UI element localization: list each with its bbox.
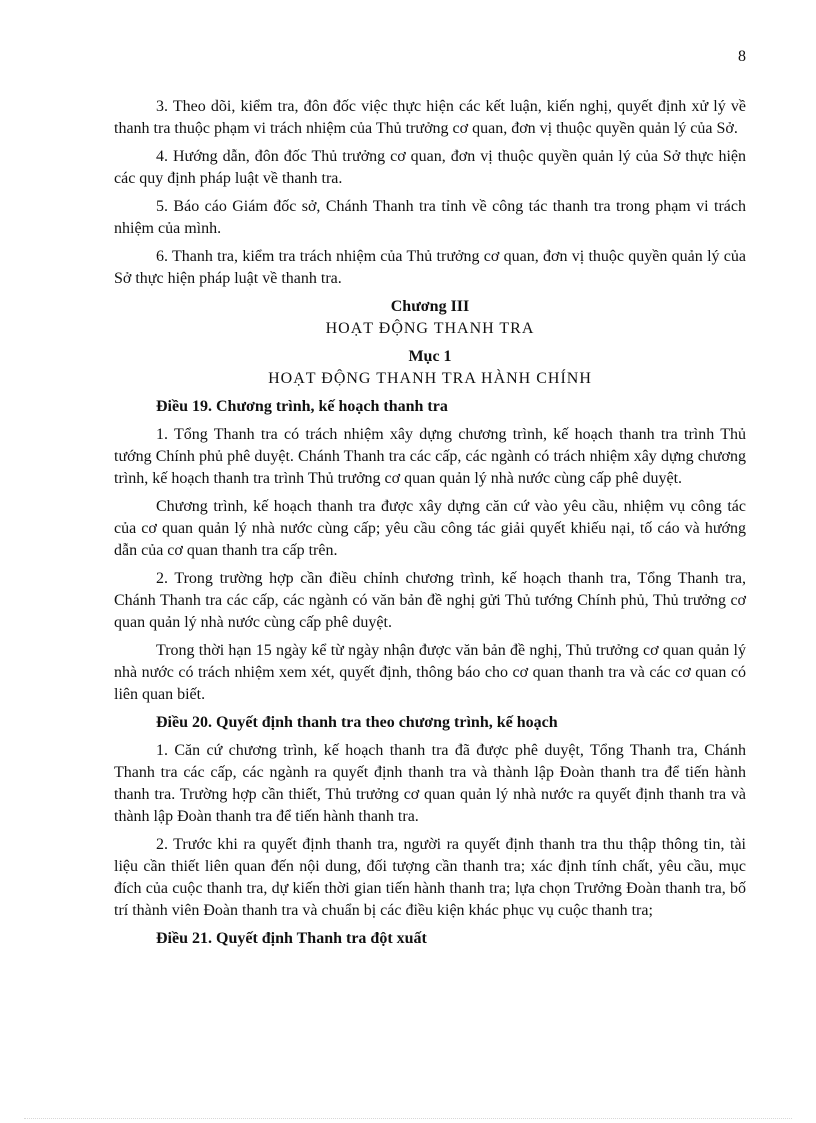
article-19-title: Điều 19. Chương trình, kế hoạch thanh tra: [156, 398, 448, 415]
chapter-label: Chương III: [390, 298, 470, 315]
article-20-paragraph: 1. Căn cứ chương trình, kế hoạch thanh tra đã được phê duyệt, Tổng Thanh tra, Chánh Thanh tra các cấp, các ngành ra quyết định thanh tra và thành lập Đoàn thanh tra để tiến hành thanh tra. Trường hợp cần thiết, Thủ trưởng cơ quan quản lý nhà nước ra quyết định thanh tra và thành lập Đoàn thanh tra để tiến hành thanh tra.: [114, 742, 746, 825]
chapter-title: HOẠT ĐỘNG THANH TRA: [325, 320, 535, 337]
page-number: 8: [738, 48, 746, 65]
article-20-paragraph: 2. Trước khi ra quyết định thanh tra, người ra quyết định thanh tra thu thập thông tin, tài liệu cần thiết liên quan đến nội dung, đối tượng cần thanh tra; xác định tính chất, yêu cầu, mục đích của cuộc thanh tra, dự kiến thời gian tiến hành thanh tra; lựa chọn Trưởng Đoàn thanh tra, bố trí thành viên Đoàn thanh tra và chuẩn bị các điều kiện khác phục vụ cuộc thanh tra;: [114, 836, 746, 919]
document-body: [114, 96, 746, 956]
chapter-heading: [114, 296, 746, 340]
intro-item-3: 3. Theo dõi, kiểm tra, đôn đốc việc thực hiện các kết luận, kiến nghị, quyết định xử lý về thanh tra thuộc phạm vi trách nhiệm của Thủ trưởng cơ quan, đơn vị thuộc quyền quản lý của Sở.: [114, 98, 746, 137]
article-19-paragraph: 2. Trong trường hợp cần điều chỉnh chương trình, kế hoạch thanh tra, Tổng Thanh tra, Chánh Thanh tra các cấp, các ngành có văn bản đề nghị gửi Thủ tướng Chính phủ, Thủ trưởng cơ quan quản lý nhà nước cùng cấp phê duyệt.: [114, 570, 746, 631]
article-19-paragraph: Chương trình, kế hoạch thanh tra được xây dựng căn cứ vào yêu cầu, nhiệm vụ công tác của cơ quan quản lý nhà nước cùng cấp; yêu cầu công tác giải quyết khiếu nại, tố cáo và hướng dẫn của cơ quan thanh tra cấp trên.: [114, 498, 746, 559]
intro-item-6: 6. Thanh tra, kiểm tra trách nhiệm của Thủ trưởng cơ quan, đơn vị thuộc quyền quản lý của Sở thực hiện pháp luật về thanh tra.: [114, 248, 746, 287]
article-19-paragraph: Trong thời hạn 15 ngày kể từ ngày nhận được văn bản đề nghị, Thủ trưởng cơ quan quản lý nhà nước có trách nhiệm xem xét, quyết định, thông báo cho cơ quan thanh tra và các cơ quan có liên quan biết.: [114, 642, 746, 703]
page-bottom-divider: [24, 1118, 792, 1119]
article-20-title: Điều 20. Quyết định thanh tra theo chương trình, kế hoạch: [156, 714, 558, 731]
article-21-title: Điều 21. Quyết định Thanh tra đột xuất: [156, 930, 427, 947]
article-19-paragraph: 1. Tổng Thanh tra có trách nhiệm xây dựng chương trình, kế hoạch thanh tra trình Thủ tướng Chính phủ phê duyệt. Chánh Thanh tra các cấp, các ngành có trách nhiệm xây dựng chương trình, kế hoạch thanh tra trình Thủ trưởng cơ quan quản lý nhà nước cùng cấp phê duyệt.: [114, 426, 746, 487]
intro-item-4: 4. Hướng dẫn, đôn đốc Thủ trưởng cơ quan, đơn vị thuộc quyền quản lý của Sở thực hiện các quy định pháp luật về thanh tra.: [114, 148, 746, 187]
section-heading: [114, 346, 746, 390]
section-title: HOẠT ĐỘNG THANH TRA HÀNH CHÍNH: [268, 370, 592, 387]
section-label: Mục 1: [408, 348, 452, 365]
intro-item-5: 5. Báo cáo Giám đốc sở, Chánh Thanh tra tỉnh về công tác thanh tra trong phạm vi trách nhiệm của mình.: [114, 198, 746, 237]
